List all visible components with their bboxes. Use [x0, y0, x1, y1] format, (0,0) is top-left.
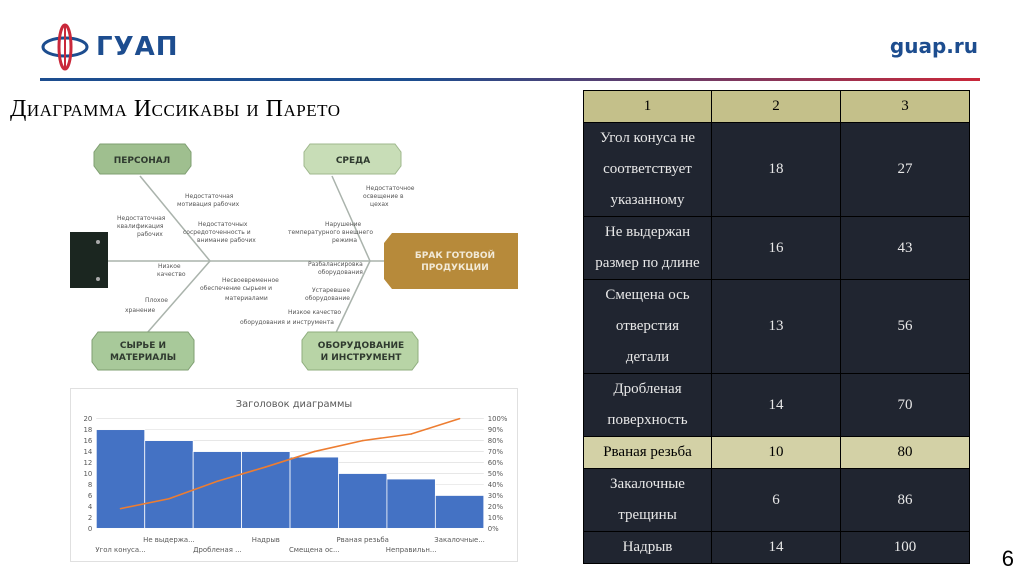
table-header-cell: 2 — [712, 91, 841, 123]
category-personal-label: ПЕРСОНАЛ — [113, 156, 171, 166]
table-cell-value: 6 — [712, 469, 841, 532]
table-cell-cumulative: 56 — [841, 280, 970, 374]
svg-text:Недостаточная: Недостаточная — [185, 193, 234, 200]
pareto-bar — [290, 457, 338, 528]
table-cell-label — [584, 280, 712, 374]
x-category-label: Смещена ос... — [288, 546, 340, 555]
svg-text:хранение: хранение — [125, 307, 156, 314]
svg-text:Недостаточное: Недостаточное — [366, 185, 415, 192]
y-tick-label: 12 — [83, 459, 93, 468]
svg-text:рабочих: рабочих — [137, 231, 163, 238]
category-oborud-label-2: И ИНСТРУМЕНТ — [320, 353, 402, 363]
y2-tick-label: 10% — [487, 513, 504, 522]
table-cell-label-line: Смещена ось — [605, 287, 690, 303]
pareto-bar — [435, 495, 483, 528]
table-cell-label-line: Рваная резьба — [603, 444, 692, 460]
table-cell-value: 13 — [712, 280, 841, 374]
y-tick-label: 8 — [87, 480, 93, 489]
category-oborud-label: ОБОРУДОВАНИЕ — [317, 341, 405, 351]
y2-tick-label: 50% — [487, 469, 504, 478]
table-cell-label — [584, 374, 712, 437]
svg-text:сосредоточенность и: сосредоточенность и — [183, 229, 251, 236]
category-sreda-label: СРЕДА — [335, 156, 371, 166]
table-row — [584, 217, 970, 280]
svg-text:Недостаточная: Недостаточная — [117, 215, 166, 222]
table-row — [584, 469, 970, 532]
page-number: 6 — [1001, 546, 1014, 571]
pareto-bar — [242, 452, 290, 529]
cumulative-point — [362, 440, 364, 442]
table-cell-label-line: отверстия — [615, 318, 680, 334]
fish-head — [384, 233, 518, 289]
cumulative-point — [120, 508, 122, 510]
cumulative-point — [217, 480, 219, 482]
guap-logo — [40, 22, 179, 72]
table-cell-label-line: Закалочные — [610, 476, 685, 492]
table-header-row — [584, 91, 970, 123]
pareto-bar — [96, 430, 144, 529]
y-tick-label: 18 — [83, 426, 93, 435]
table-cell-label-line: Не выдержан — [604, 224, 691, 240]
site-url[interactable]: guap.ru — [889, 34, 978, 58]
table-cell-label-line: Надрыв — [622, 539, 673, 555]
pareto-bar — [145, 441, 193, 529]
x-category-label: Не выдержа... — [143, 536, 195, 545]
table-header-cell: 3 — [841, 91, 970, 123]
svg-text:Нарушение: Нарушение — [325, 221, 362, 228]
svg-text:Низкое качество: Низкое качество — [288, 309, 342, 316]
y-tick-label: 10 — [83, 469, 93, 478]
table-cell-label-line: соответствует — [603, 161, 692, 177]
svg-text:мотивация рабочих: мотивация рабочих — [177, 201, 240, 208]
table-cell-label-line: поверхность — [607, 412, 688, 428]
table-row — [584, 280, 970, 374]
y-tick-label: 16 — [83, 437, 93, 446]
table-cell-label-line: Угол конуса не — [599, 130, 696, 146]
pareto-bar — [193, 452, 241, 529]
y2-tick-label: 30% — [487, 491, 504, 500]
y2-tick-label: 0% — [487, 524, 499, 533]
svg-text:качество: качество — [157, 271, 186, 278]
table-cell-cumulative: 100 — [841, 532, 970, 564]
category-syrie-label: СЫРЬЕ И — [119, 341, 167, 351]
y2-tick-label: 60% — [487, 459, 504, 468]
pareto-table — [583, 90, 970, 564]
table-cell-label-line: указанному — [610, 192, 685, 208]
guap-logo-icon — [40, 22, 90, 72]
x-category-label: Закалочные... — [434, 536, 485, 545]
y-tick-label: 0 — [87, 524, 93, 533]
svg-text:оборудования: оборудования — [318, 269, 363, 276]
ishikawa-diagram — [70, 136, 522, 376]
head-label-1: БРАК ГОТОВОЙ — [414, 251, 496, 261]
y-tick-label: 6 — [87, 491, 93, 500]
cumulative-point — [313, 451, 315, 453]
svg-text:материалами: материалами — [225, 295, 268, 302]
svg-text:оборудование: оборудование — [305, 295, 350, 302]
table-cell-value: 14 — [712, 374, 841, 437]
svg-text:Низкое: Низкое — [158, 263, 181, 270]
cumulative-point — [459, 418, 461, 420]
category-syrie-label-2: МАТЕРИАЛЫ — [109, 353, 177, 363]
y2-tick-label: 70% — [487, 448, 504, 457]
table-header-cell: 1 — [584, 91, 712, 123]
svg-text:Несвоевременное: Несвоевременное — [222, 277, 279, 284]
category-syrie — [92, 332, 194, 370]
slide-title: Диаграмма Иссикавы и Парето — [10, 96, 341, 122]
x-category-label: Надрыв — [251, 536, 280, 545]
svg-text:Недостаточных: Недостаточных — [198, 221, 248, 228]
logo-text: ГУАП — [96, 32, 179, 62]
table-cell-label-line: размер по длине — [595, 255, 700, 271]
svg-text:Разбалансировка: Разбалансировка — [308, 261, 363, 268]
svg-text:цехах: цехах — [370, 201, 389, 208]
x-category-label: Дробленая ... — [193, 546, 242, 555]
x-category-label: Неправильн... — [385, 546, 437, 555]
pareto-bar — [387, 479, 435, 528]
table-cell-cumulative: 80 — [841, 437, 970, 469]
svg-text:Устаревшее: Устаревшее — [312, 287, 351, 294]
table-row — [584, 123, 970, 217]
cumulative-point — [265, 466, 267, 468]
table-cell-cumulative: 86 — [841, 469, 970, 532]
y-tick-label: 14 — [83, 448, 93, 457]
y2-tick-label: 40% — [487, 480, 504, 489]
y2-tick-label: 90% — [487, 426, 504, 435]
x-category-label: Рваная резьба — [336, 536, 389, 545]
svg-text:температурного внешнего: температурного внешнего — [288, 229, 374, 236]
y2-tick-label: 80% — [487, 437, 504, 446]
table-cell-cumulative: 43 — [841, 217, 970, 280]
pareto-bar — [338, 474, 386, 529]
svg-text:освещение в: освещение в — [363, 193, 404, 200]
table-cell-label — [584, 469, 712, 532]
table-row — [584, 532, 970, 564]
svg-text:внимание рабочих: внимание рабочих — [197, 237, 256, 244]
svg-text:Плохое: Плохое — [145, 297, 168, 304]
cumulative-point — [410, 433, 412, 435]
pareto-chart — [70, 388, 518, 562]
y-tick-label: 20 — [83, 415, 93, 424]
svg-text:квалификация: квалификация — [117, 223, 164, 230]
category-oborud — [302, 332, 418, 370]
table-cell-value: 18 — [712, 123, 841, 217]
svg-text:обеспечение сырьем и: обеспечение сырьем и — [200, 285, 273, 292]
y2-tick-label: 100% — [487, 415, 508, 424]
chart-title: Заголовок диаграммы — [235, 398, 353, 410]
y-tick-label: 2 — [87, 513, 93, 522]
fishbone-tail — [70, 232, 108, 288]
head-label-2: ПРОДУКЦИИ — [421, 263, 489, 273]
table-cell-label-line: детали — [625, 349, 670, 365]
y-tick-label: 4 — [87, 502, 93, 511]
table-cell-label-line: трещины — [618, 507, 677, 523]
table-row — [584, 374, 970, 437]
cumulative-point — [168, 498, 170, 500]
table-cell-value: 16 — [712, 217, 841, 280]
table-cell-label — [584, 123, 712, 217]
table-cell-cumulative: 27 — [841, 123, 970, 217]
table-row — [584, 437, 970, 469]
y2-tick-label: 20% — [487, 502, 504, 511]
svg-text:режима: режима — [332, 237, 358, 244]
svg-text:оборудования и инструмента: оборудования и инструмента — [240, 319, 334, 326]
table-cell-value: 10 — [712, 437, 841, 469]
table-cell-label — [584, 217, 712, 280]
table-cell-cumulative: 70 — [841, 374, 970, 437]
table-cell-label — [584, 532, 712, 564]
table-cell-label — [584, 437, 712, 469]
table-cell-label-line: Дробленая — [613, 381, 682, 397]
header-divider — [40, 78, 980, 81]
table-cell-value: 14 — [712, 532, 841, 564]
x-category-label: Угол конуса... — [95, 546, 146, 555]
